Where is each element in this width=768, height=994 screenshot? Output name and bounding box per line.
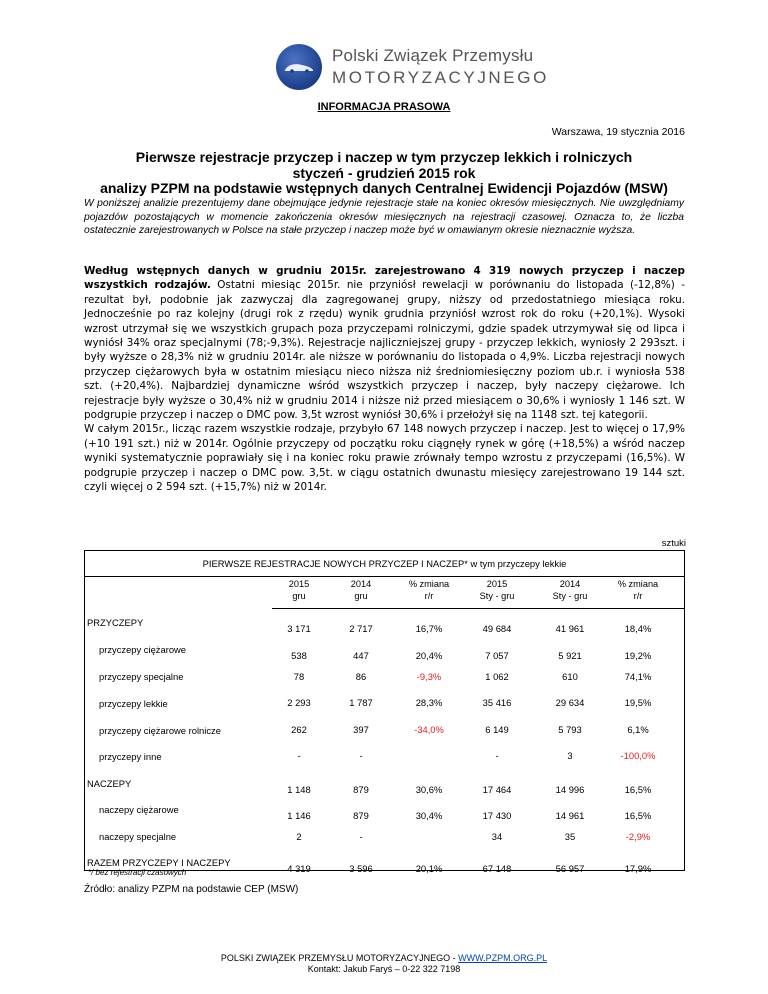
table-cell: 7 057 xyxy=(485,650,509,661)
row-label: PRZYCZEPY xyxy=(87,617,144,628)
table-cell: -34,0% xyxy=(414,724,444,735)
table-cell: 3 596 xyxy=(349,863,373,874)
table-header-rule xyxy=(272,608,684,609)
table-cell: 610 xyxy=(562,671,578,682)
table-cell: 35 416 xyxy=(482,697,512,708)
footer-website-link[interactable]: WWW.PZPM.ORG.PL xyxy=(458,953,548,963)
table-cell: 4 319 xyxy=(287,863,311,874)
table-cell: 2 xyxy=(296,831,302,842)
table-cell: 56 957 xyxy=(555,863,585,874)
table-cell: 2 717 xyxy=(349,623,373,634)
column-header-line2: Sty - gru xyxy=(552,591,588,601)
body-text xyxy=(84,264,685,495)
table-cell: 879 xyxy=(353,810,369,821)
table-cell: - xyxy=(495,750,499,761)
table-cell: 2 293 xyxy=(287,697,311,708)
title-line3: analizy PZPM na podstawie wstępnych danych Centralnej Ewidencji Pojazdów (MSW) xyxy=(100,180,668,196)
row-label: naczepy ciężarowe xyxy=(99,804,179,815)
column-header-line1: % zmiana xyxy=(408,579,450,589)
row-label: przyczepy ciężarowe xyxy=(99,644,187,655)
row-label: przyczepy specjalne xyxy=(99,671,184,682)
document-date: Warszawa, 19 stycznia 2016 xyxy=(551,126,685,138)
column-header-line2: r/r xyxy=(633,591,643,601)
table-cell: 1 787 xyxy=(349,697,373,708)
logo-text-line1: Polski Związek Przemysłu xyxy=(332,46,534,65)
car-silhouette-icon xyxy=(284,61,314,73)
table-cell: 3 xyxy=(567,750,573,761)
column-header-line2: gru xyxy=(292,591,306,601)
table-cell: 447 xyxy=(353,650,369,661)
table-cell: 18,4% xyxy=(624,623,652,634)
table-cell: 19,5% xyxy=(624,697,652,708)
table-cell: 397 xyxy=(353,724,369,735)
table-heading: PIERWSZE REJESTRACJE NOWYCH PRZYCZEP I NACZEP* w tym przyczepy lekkie xyxy=(202,558,567,569)
table-cell: 30,4% xyxy=(415,810,443,821)
table-cell: 14 961 xyxy=(555,810,585,821)
table-cell: -2,9% xyxy=(625,831,651,842)
body-paragraph-1 xyxy=(84,264,685,422)
row-label: naczepy specjalne xyxy=(99,831,177,842)
table-heading-rule xyxy=(85,576,684,577)
body-paragraph-1-bold: Według wstępnych danych w grudniu 2015r. zarejestrowano 4 319 nowych przyczep i naczep wszystkich rodzajów. xyxy=(84,265,685,292)
column-header-line2: Sty - gru xyxy=(479,591,515,601)
table-cell: 16,7% xyxy=(415,623,443,634)
table-source: Źródło: analizy PZPM na podstawie CEP (MSW) xyxy=(84,884,299,895)
lead-paragraph: W poniższej analizie prezentujemy dane obejmujące jedynie rejestracje stałe na koniec okresów miesięcznych. Nie uwzględniamy pojazdów pozostających w momencie zakończenia okresów miesięcznych na rejestracji czasowej. Oznacza to, że liczba ostatecznie zarejestrowanych w Polsce na stałe przyczep i naczep może być w omawianym okresie nieznacznie wyższa. xyxy=(84,198,684,236)
table-cell: 35 xyxy=(564,831,576,842)
footer-contact: Kontakt: Jakub Faryś – 0-22 322 7198 xyxy=(307,964,461,974)
document-title xyxy=(60,150,708,197)
table-cell: 29 634 xyxy=(555,697,585,708)
table-footnote: */ bez rejestracji czasowych xyxy=(88,868,187,877)
table-cell: 78 xyxy=(293,671,305,682)
page-footer xyxy=(0,953,768,975)
table-cell: 16,5% xyxy=(624,784,652,795)
press-release-label: INFORMACJA PRASOWA xyxy=(317,101,451,113)
body-paragraph-2: W całym 2015r., licząc razem wszystkie rodzaje, przybyło 67 148 nowych przyczep i naczep. Jest to więcej o 17,9% (+10 191 szt.) niż w 2014r. Ogólnie przyczepy od początku roku ciągnęły rynek w górę (+18,5%) a wśród naczep wyniki systematycznie poprawiały się i na koniec roku prawie zrównały tempo wzrostu z przyczepami (16,5%). W podgrupie przyczep i naczep o DMC pow. 3,5t. w ciągu ostatnich dwunastu miesięcy zarejestrowano 19 144 szt. czyli więcej o 2 594 szt. (+15,7%) niż w 2014r. xyxy=(84,423,685,494)
table-cell: 6 149 xyxy=(485,724,509,735)
table-cell: 20,1% xyxy=(415,863,443,874)
table-cell: -9,3% xyxy=(416,671,442,682)
column-header-line2: gru xyxy=(354,591,368,601)
table-cell: 41 961 xyxy=(555,623,585,634)
table-cell: 30,6% xyxy=(415,784,443,795)
column-header-line1: % zmiana xyxy=(617,579,659,589)
table-unit: sztuki xyxy=(661,538,686,549)
column-header xyxy=(467,578,527,602)
table-cell: 3 171 xyxy=(287,623,311,634)
table-cell: 74,1% xyxy=(624,671,652,682)
column-header xyxy=(608,578,668,602)
table-cell: 16,5% xyxy=(624,810,652,821)
row-label: RAZEM PRZYCZEPY I NACZEPY xyxy=(87,857,231,868)
table-cell: - xyxy=(297,750,301,761)
table-cell: 1 062 xyxy=(485,671,509,682)
table-cell: 5 921 xyxy=(558,650,582,661)
body-paragraph-1-rest: Ostatni miesiąc 2015r. nie przyniósł rewelacji w porównaniu do listopada (-12,8%) - rezultat był, podobnie jak zazwyczaj dla zagregowanej grupy, niższy od przedostatniego miesiąca roku. Jednocześnie po raz kolejny (drugi rok z rzędu) wynik grudnia przyniósł wzrost rok do roku (+20,1%). Wysoki wzrost utrzymał się we wszystkich grupach poza przyczepami rolniczymi, gdzie spadek utrzymywał się od lipca i wyniósł 34% oraz specjalnymi (78;-9,3%). Rejestracje najliczniejszej grupy - przyczep lekkich, wyniosły 2 293szt. i były wyższe o 28,3% niż w grudniu 2014r. ale niższe w porównaniu do listopada o 4,9%. Liczba rejestracji nowych przyczep ciężarowych była w ostatnim miesiącu nieco niższa niż średniomiesięczny poziom ub.r. i wyniosła 538 szt. (+20,4%). Najbardziej dynamiczne wśród wszystkich przyczep i naczep, były naczepy ciężarowe. Ich rejestracje były wyższe o 30,4% niż w grudniu 2014 i niższe niż przed miesiącem o 30,6% i wyniosły 1 146 szt. W podgrupie przyczep i naczep o DMC pow. 3,5t wzrost wyniósł 30,6% i przełożył się na 1148 szt. tej kategorii. xyxy=(84,279,685,422)
column-header-line1: 2014 xyxy=(559,579,581,589)
table-cell: - xyxy=(359,750,363,761)
table-cell: 14 996 xyxy=(555,784,585,795)
table-cell: 17 464 xyxy=(482,784,512,795)
pzpm-emblem-icon xyxy=(276,44,322,90)
table-cell: 28,3% xyxy=(415,697,443,708)
column-header-line2: r/r xyxy=(424,591,434,601)
table-cell: 17 430 xyxy=(482,810,512,821)
column-header xyxy=(331,578,391,602)
table-cell: 262 xyxy=(291,724,307,735)
pzpm-logo xyxy=(276,44,549,94)
table-cell: 34 xyxy=(491,831,503,842)
table-cell: 49 684 xyxy=(482,623,512,634)
table-cell: 1 146 xyxy=(287,810,311,821)
title-line2: styczeń - grudzień 2015 rok xyxy=(292,164,476,181)
column-header-line1: 2014 xyxy=(350,579,372,589)
column-header-line1: 2015 xyxy=(288,579,310,589)
table-cell: 538 xyxy=(291,650,307,661)
table-cell: 86 xyxy=(355,671,367,682)
table-cell: 879 xyxy=(353,784,369,795)
title-line1: Pierwsze rejestracje przyczep i naczep w tym przyczep lekkich i rolniczych xyxy=(135,149,633,165)
row-label: przyczepy lekkie xyxy=(99,698,168,709)
row-label: NACZEPY xyxy=(87,778,132,789)
table-cell: -100,0% xyxy=(620,750,656,761)
logo-text-line2: MOTORYZACYJNEGO xyxy=(332,68,549,87)
row-label: przyczepy ciężarowe rolnicze xyxy=(99,725,221,736)
column-header xyxy=(540,578,600,602)
table-cell: - xyxy=(359,831,363,842)
table-cell: 6,1% xyxy=(627,724,649,735)
table-cell: 67 148 xyxy=(482,863,512,874)
column-header xyxy=(399,578,459,602)
table-cell: 19,2% xyxy=(624,650,652,661)
table-cell: 17,9% xyxy=(624,863,652,874)
column-header xyxy=(269,578,329,602)
column-header-line1: 2015 xyxy=(486,579,508,589)
table-cell: 5 793 xyxy=(558,724,582,735)
row-label: przyczepy inne xyxy=(99,751,162,762)
footer-org: POLSKI ZWIĄZEK PRZEMYSŁU MOTORYZACYJNEGO - xyxy=(220,953,459,963)
footer-org-line xyxy=(0,953,768,964)
table-cell: 20,4% xyxy=(415,650,443,661)
table-cell: 1 148 xyxy=(287,784,311,795)
